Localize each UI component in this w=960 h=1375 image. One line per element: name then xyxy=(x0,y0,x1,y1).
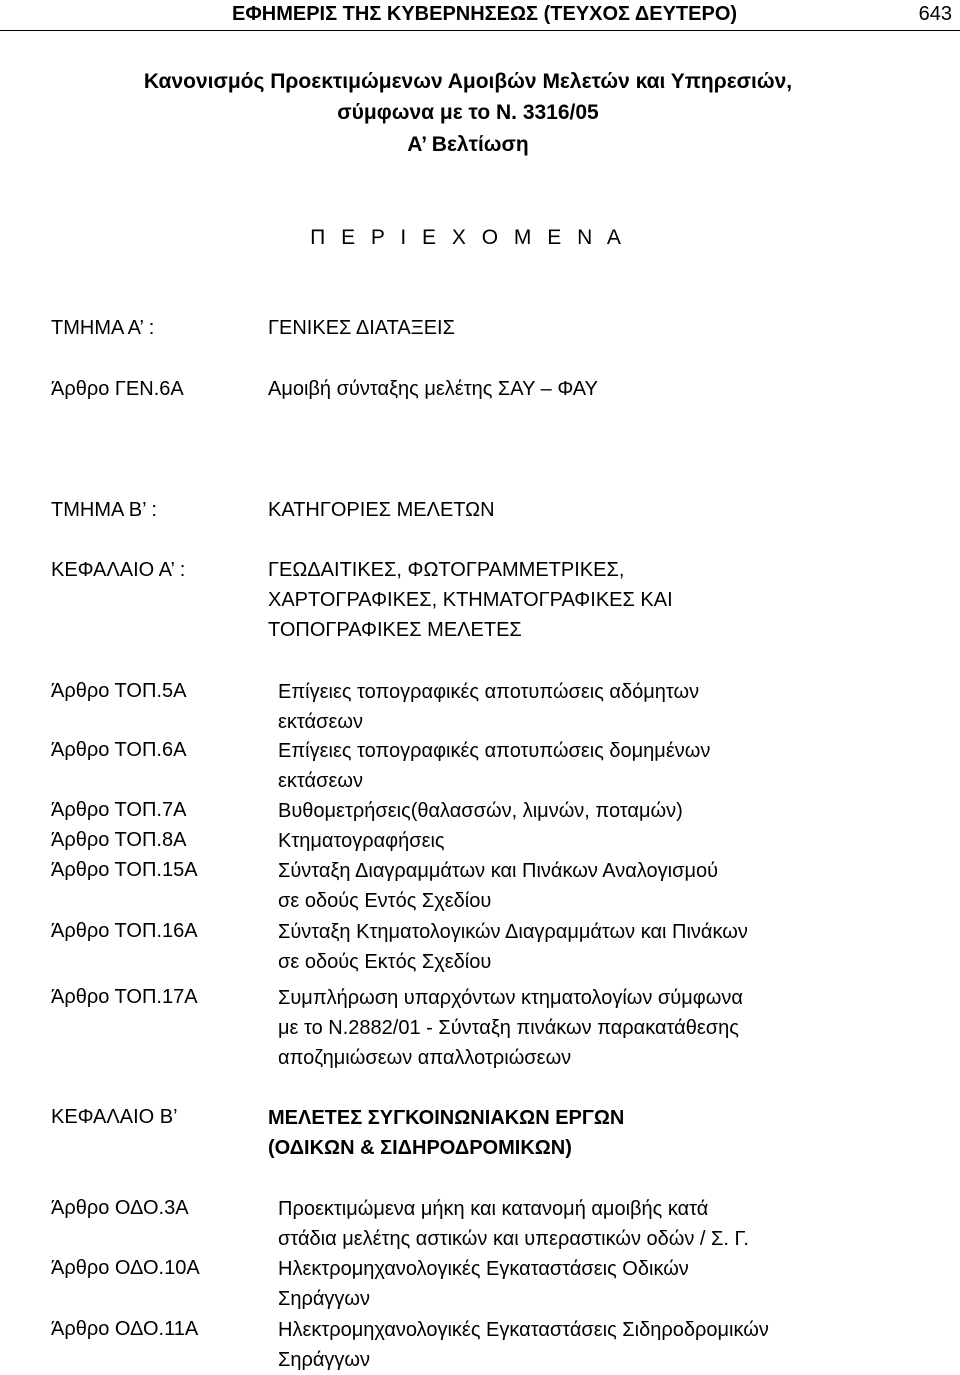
article-top16a-line1: Σύνταξη Κτηματολογικών Διαγραμμάτων και Πινάκων xyxy=(278,921,748,943)
article-odo3a-title xyxy=(278,1194,749,1254)
section-b-title: ΚΑΤΗΓΟΡΙΕΣ ΜΕΛΕΤΩΝ xyxy=(268,499,495,521)
article-top5a-title xyxy=(278,677,699,737)
chapter-b-title-line2: (ΟΔΙΚΩΝ & ΣΙΔΗΡΟΔΡΟΜΙΚΩΝ) xyxy=(268,1137,572,1159)
chapter-a-title-line1: ΓΕΩΔΑΙΤΙΚΕΣ, ΦΩΤΟΓΡΑΜΜΕΤΡΙΚΕΣ, xyxy=(268,559,625,581)
article-top15a-label: Άρθρο ΤΟΠ.15Α xyxy=(51,859,198,881)
section-b-label: ΤΜΗΜΑ Β’ : xyxy=(51,499,157,521)
contents-heading: Π Ε Ρ Ι Ε Χ Ο Μ Ε Ν Α xyxy=(310,226,626,249)
article-top7a-label: Άρθρο ΤΟΠ.7Α xyxy=(51,799,187,821)
article-gen6a-title: Αμοιβή σύνταξης μελέτης ΣΑΥ – ΦΑΥ xyxy=(268,378,598,400)
document-title-line1: Κανονισμός Προεκτιμώμενων Αμοιβών Μελετών και Υπηρεσιών, xyxy=(143,70,793,93)
article-odo11a-title xyxy=(278,1315,769,1375)
article-top17a-line3: αποζημιώσεων απαλλοτριώσεων xyxy=(278,1047,572,1069)
article-top6a-line2: εκτάσεων xyxy=(278,770,363,792)
article-odo10a-line2: Σηράγγων xyxy=(278,1288,371,1310)
chapter-a-title xyxy=(268,555,673,645)
article-top5a-line2: εκτάσεων xyxy=(278,711,363,733)
article-odo3a-line2: στάδια μελέτης αστικών και υπεραστικών οδών / Σ. Γ. xyxy=(278,1228,749,1250)
article-odo10a-title xyxy=(278,1254,689,1314)
article-top8a-title: Κτηματογραφήσεις xyxy=(278,830,445,852)
chapter-b-title xyxy=(268,1103,624,1163)
article-odo10a-line1: Ηλεκτρομηχανολογικές Εγκαταστάσεις Οδικών xyxy=(278,1258,689,1280)
article-top16a-line2: σε οδούς Εκτός Σχεδίου xyxy=(278,951,492,973)
section-a-label: ΤΜΗΜΑ Α’ : xyxy=(51,317,155,339)
chapter-a-label: ΚΕΦΑΛΑΙΟ Α’ : xyxy=(51,559,186,581)
article-odo11a-line1: Ηλεκτρομηχανολογικές Εγκαταστάσεις Σιδηροδρομικών xyxy=(278,1319,769,1341)
article-odo3a-line1: Προεκτιμώμενα μήκη και κατανομή αμοιβής κατά xyxy=(278,1198,709,1220)
article-top8a-label: Άρθρο ΤΟΠ.8Α xyxy=(51,829,187,851)
page-number: 643 xyxy=(918,3,952,25)
article-top6a-label: Άρθρο ΤΟΠ.6Α xyxy=(51,739,187,761)
article-top17a-line2: με το Ν.2882/01 - Σύνταξη πινάκων παρακατάθεσης xyxy=(278,1017,739,1039)
article-top6a-title xyxy=(278,736,710,796)
article-top5a-line1: Επίγειες τοπογραφικές αποτυπώσεις αδόμητων xyxy=(278,681,700,703)
chapter-b-title-line1: ΜΕΛΕΤΕΣ ΣΥΓΚΟΙΝΩΝΙΑΚΩΝ ΕΡΓΩΝ xyxy=(268,1107,625,1129)
article-odo10a-label: Άρθρο ΟΔΟ.10Α xyxy=(51,1257,200,1279)
article-top16a-label: Άρθρο ΤΟΠ.16Α xyxy=(51,920,198,942)
document-title-line2: σύμφωνα με το Ν. 3316/05 xyxy=(337,101,599,124)
gazette-title: ΕΦΗΜΕΡΙΣ ΤΗΣ ΚΥΒΕΡΝΗΣΕΩΣ (ΤΕΥΧΟΣ ΔΕΥΤΕΡΟ) xyxy=(232,3,738,25)
article-gen6a-label: Άρθρο ΓΕΝ.6Α xyxy=(51,378,184,400)
section-a-title: ΓΕΝΙΚΕΣ ΔΙΑΤΑΞΕΙΣ xyxy=(268,317,455,339)
article-odo11a-line2: Σηράγγων xyxy=(278,1349,371,1371)
article-top17a-label: Άρθρο ΤΟΠ.17Α xyxy=(51,986,198,1008)
article-top7a-title: Βυθομετρήσεις(θαλασσών, λιμνών, ποταμών) xyxy=(278,800,683,822)
article-top15a-line1: Σύνταξη Διαγραμμάτων και Πινάκων Αναλογισμού xyxy=(278,860,719,882)
chapter-b-label: ΚΕΦΑΛΑΙΟ Β’ xyxy=(51,1106,178,1128)
article-odo3a-label: Άρθρο ΟΔΟ.3Α xyxy=(51,1197,189,1219)
page-header xyxy=(0,0,960,31)
chapter-a-title-line2: ΧΑΡΤΟΓΡΑΦΙΚΕΣ, ΚΤΗΜΑΤΟΓΡΑΦΙΚΕΣ ΚΑΙ xyxy=(268,589,673,611)
article-top15a-title xyxy=(278,856,718,916)
article-top17a-line1: Συμπλήρωση υπαρχόντων κτηματολογίων σύμφωνα xyxy=(278,987,743,1009)
article-top16a-title xyxy=(278,917,748,977)
article-top15a-line2: σε οδούς Εντός Σχεδίου xyxy=(278,890,492,912)
document-title-line3: Α’ Βελτίωση xyxy=(407,133,529,156)
article-top5a-label: Άρθρο ΤΟΠ.5Α xyxy=(51,680,187,702)
article-top17a-title xyxy=(278,983,743,1073)
article-odo11a-label: Άρθρο ΟΔΟ.11Α xyxy=(51,1318,199,1340)
article-top6a-line1: Επίγειες τοπογραφικές αποτυπώσεις δομημένων xyxy=(278,740,711,762)
chapter-a-title-line3: ΤΟΠΟΓΡΑΦΙΚΕΣ ΜΕΛΕΤΕΣ xyxy=(268,619,522,641)
